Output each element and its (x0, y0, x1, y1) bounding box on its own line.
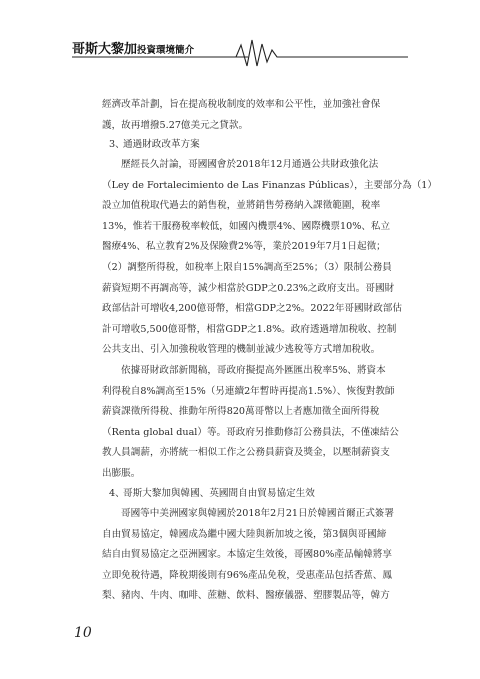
body-line: 薪資短期不再調高等，減少相當於GDP之0.23%之政府支出。哥國財 (102, 282, 395, 294)
body-line: 13%，惟若干服務稅率較低，如國內機票4%、國際機票10%、私立 (102, 220, 391, 232)
body-line: 薪資課徵所得稅、推動年所得820萬哥幣以上者應加徵全面所得稅 (102, 406, 380, 418)
body-line: 教人員調薪，亦將統一相似工作之公務員薪資及獎金，以壓制薪資支 (102, 447, 390, 459)
body-line: 結自由貿易協定之亞洲國家。本協定生效後，哥國80%產品輸韓將享 (102, 549, 392, 561)
body-line: 設立加值稅取代過去的銷售稅，並將銷售勞務納入課徵範圍，稅率 (102, 200, 381, 212)
section-number: 3、 (109, 139, 125, 150)
header-title-main: 哥斯大黎加 (72, 42, 138, 57)
section-heading-3 (109, 135, 409, 156)
body-line: 公共支出、引入加強稅收管理的機制並減少逃稅等方式增加稅收。 (102, 344, 381, 356)
body-text-block-3 (102, 155, 437, 485)
body-line: 立即免稅待遇，降稅期後則有96%產品免稅，受惠產品包括香蕉、鳳 (102, 569, 392, 581)
section-title: 通過財政改革方案 (123, 139, 200, 150)
body-line: 政部估計可增收4,200億哥幣，相當GDP之2%。2022年哥國財政部估 (102, 303, 402, 315)
body-line: 經濟改革計劃，旨在提高稅收制度的效率和公平性，並加強社會保 (102, 99, 381, 110)
body-line: 自由貿易協定，韓國成為繼中國大陸與新加坡之後，第3個與哥國締 (102, 528, 387, 540)
body-line: 醫療4%、私立教育2%及保險費2%等，業於2019年7月1日起徵； (102, 241, 386, 253)
body-line: （Renta global dual）等。哥政府另推動修訂公務員法，不僅凍結公 (102, 426, 399, 438)
body-text-block-4 (102, 504, 422, 607)
body-line: 利得稅自8%調高至15%（另連續2年暫時再提高1.5%）、恢復對教師 (102, 385, 395, 397)
header-title-sub: 投資環境簡介 (137, 45, 195, 56)
body-line: （Ley de Fortalecimiento de Las Finanzas Públicas），主要部分為（1） (102, 179, 437, 191)
body-line: 歷經長久討論，哥國國會於2018年12月通過公共財政強化法 (121, 159, 379, 170)
header-decoration-icon (0, 0, 480, 70)
body-line: 梨、豬肉、牛肉、咖啡、蔗糖、飲料、醫療儀器、塑膠製品等，韓方 (102, 590, 390, 602)
section-title: 哥斯大黎加與韓國、英國間自由貿易協定生效 (123, 488, 315, 499)
body-line: 護，故再增撥5.27億美元之貸款。 (102, 119, 249, 131)
section-heading-4 (109, 484, 409, 505)
body-line: （2）調整所得稅，如稅率上限自15%調高至25%；（3）限制公務員 (102, 261, 392, 273)
section-number: 4、 (109, 488, 125, 499)
body-text-block-1 (102, 95, 422, 136)
page-header (0, 0, 480, 70)
header-title (72, 38, 194, 57)
page-number: 10 (74, 625, 92, 641)
body-line: 計可增收5,500億哥幣，相當GDP之1.8%。政府透過增加稅收、控制 (102, 323, 397, 335)
body-line: 依據哥財政部新聞稿，哥政府擬提高外匯匯出稅率5%、將資本 (121, 364, 386, 376)
body-line: 哥國等中美洲國家與韓國於2018年2月21日於韓國首爾正式簽署 (121, 508, 394, 519)
body-line: 出膨脹。 (102, 467, 141, 479)
